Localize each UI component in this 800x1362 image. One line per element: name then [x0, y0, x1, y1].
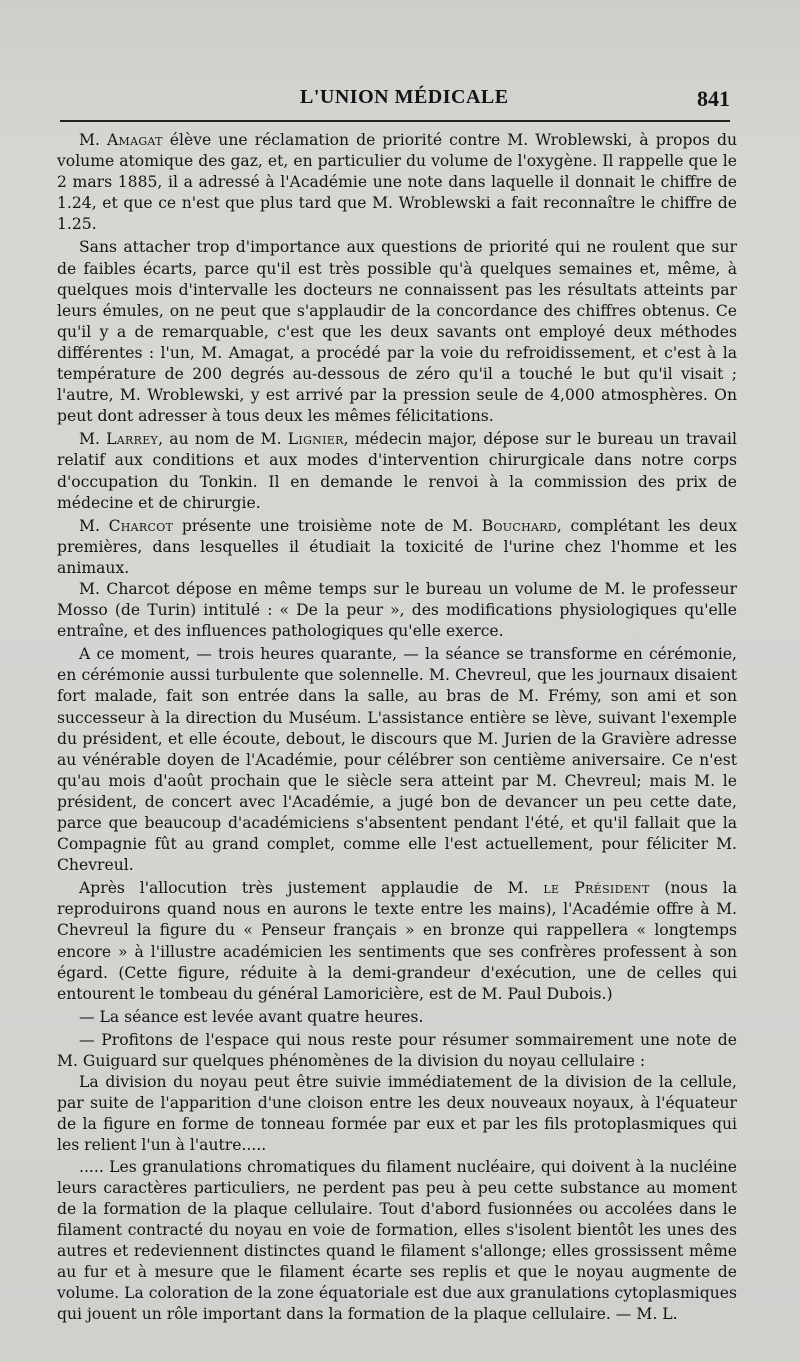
name-president: le Président [543, 879, 650, 898]
paragraph-larrey [57, 429, 737, 513]
paragraph-ceremony: A ce moment, — trois heures quarante, — la séance se transforme en cérémonie, en cérémonie aussi turbulente que solennelle. M. Chevreul, que les journaux disaient fort malade, fait son entrée dans la salle, au bras de M. Frémy, son ami et son successeur à la direction du Muséum. L'assistance entière se lève, suivant l'exemple du président, et elle écoute, debout, le discours que M. Jurien de la Gravière adresse au vénérable doyen de l'Académie, pour célébrer son centième aniversaire. Ce n'est qu'au mois d'août prochain que le siècle sera atteint par M. Chevreul; mais M. le président, de concert avec l'Académie, a jugé bon de devancer un peu cette date, parce que beaucoup d'académiciens s'absentent pendant l'été, et qu'il fallait que la Compagnie fût au grand complet, comme elle l'est actuellement, pour féliciter M. Chevreul. [57, 645, 737, 875]
name-larrey: Larrey [106, 430, 159, 449]
paragraph-division: La division du noyau peut être suivie immédiatement de la division de la cellule, par suite de l'apparition d'une cloison entre les deux nouveaux noyaux, à l'équateur de la figure en forme de tonneau formée par eux et par les fils protoplasmiques qui les relient l'un à l'autre..... [57, 1073, 737, 1155]
running-title: L'UNION MÉDICALE [300, 86, 509, 108]
text-run: , complétant les deux premières, dans lesquelles il étudiait la toxicité de l'urine chez l'homme et les animaux. [57, 516, 738, 577]
text-run: M. [79, 516, 109, 535]
page-header [60, 80, 740, 120]
header-rule [60, 120, 730, 122]
paragraph-allocution [57, 878, 737, 1005]
paragraph-priority: Sans attacher trop d'importance aux questions de priorité qui ne roulent que sur de faibles écarts, parce qu'il est très possible qu'à quelques semaines et, même, à quelques mois d'intervalle les docteurs ne connaissent pas les résultats atteints par leurs émules, on ne peut que s'applaudir de la concordance des chiffres obtenus. Ce qu'il y a de remarquable, c'est que les deux savants ont employé deux méthodes différentes : l'un, M. Amagat, a procédé par la voie du refroidissement, et c'est à la température de 200 degrés au-dessous de zéro qu'il a touché le but qu'il visait ; l'autre, M. Wroblewski, y est arrivé par la pression seule de 4,000 atmosphères. On peut dont adresser à tous deux les mêmes félicitations. [57, 238, 737, 426]
paragraph-amagat [57, 130, 737, 235]
text-run: Après l'allocution très justement applaudie de M. [79, 879, 544, 898]
text-run: présente une troisième note de M. [173, 516, 482, 535]
text-run: M. [79, 131, 107, 149]
paragraph-mosso: M. Charcot dépose en même temps sur le bureau un volume de M. le professeur Mosso (de Turin) intitulé : « De la peur », des modifications physiologiques qu'elle entraîne, et des influences pathologiques qu'elle exerce. [57, 579, 737, 641]
text-run: , au nom de M. [158, 430, 288, 449]
name-bouchard: Bouchard [481, 516, 557, 535]
text-run: , médecin major, dépose sur le bureau un travail relatif aux conditions et aux modes d'intervention chirurgicale dans notre corps d'occupation du Tonkin. Il en demande le renvoi à la commission des prix de médecine et de chirurgie. [57, 430, 737, 512]
paragraph-charcot [57, 516, 737, 579]
paragraph-seance-levee: — La séance est levée avant quatre heures. [79, 1007, 424, 1026]
text-run: (nous la reproduirons quand nous en aurons le texte entre les mains), l'Académie offre à M. Chevreul la figure du « Penseur français » en bronze qui rappellera « longtemps encore » à l'illustre académicien les sentiments que ses confrères professent à son égard. (Cette figure, réduite à la demi-grandeur d'exécution, une de celles qui entourent le tombeau du général Lamoricière, est de M. Paul Dubois.) [57, 879, 738, 1003]
text-run: M. [79, 430, 107, 449]
page-number: 841 [697, 86, 730, 111]
name-charcot: Charcot [108, 516, 174, 535]
paragraph-profitons: — Profitons de l'espace qui nous reste pour résumer sommairement une note de M. Guiguard sur quelques phénomènes de la division du noyau cellulaire : [57, 1030, 737, 1071]
name-lignier: Lignier [287, 430, 344, 449]
name-amagat: Amagat [106, 131, 163, 149]
text-run: élève une réclamation de priorité contre M. Wroblewski, à propos du volume atomique des gaz, et, en particulier du volume de l'oxygène. Il rappelle que le 2 mars 1885, il a adressé à l'Académie une note dans laquelle il donnait le chiffre de 1.24, et que ce n'est que plus tard que M. Wroblewski a fait reconnaître le chiffre de 1.25. [57, 131, 737, 234]
paragraph-granulations: ..... Les granulations chromatiques du filament nucléaire, qui doivent à la nucléine leurs caractères particuliers, ne perdent pas peu à peu cette substance au moment de la formation de la plaque cellulaire. Tout d'abord fusionnées ou accolées dans le filament contracté du noyau en voie de formation, elles s'isolent bientôt les unes des autres et redeviennent distinctes quand le filament s'allonge; elles grossissent même au fur et à mesure que le filament écarte ses replis et que le noyau augmente de volume. La coloration de la zone équatoriale est due aux granulations cytoplasmiques qui jouent un rôle important dans la formation de la plaque cellulaire. — M. L. [57, 1157, 738, 1324]
article-body [57, 130, 737, 1325]
